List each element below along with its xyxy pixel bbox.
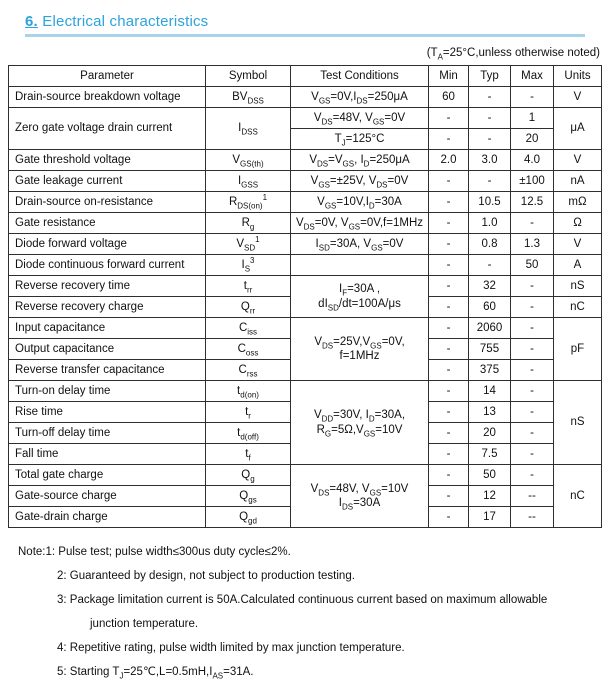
max-cell: - bbox=[511, 423, 554, 444]
max-cell: 12.5 bbox=[511, 192, 554, 213]
note-line: 5: Starting $T_J=25℃,L=0.5mH,I_{AS}=31A$. bbox=[57, 666, 254, 681]
symbol-cell: $t_{d(on)}$ bbox=[206, 381, 291, 402]
typ-cell: 1.0 bbox=[469, 213, 511, 234]
header-cell: Max bbox=[511, 66, 554, 87]
typ-cell: - bbox=[469, 171, 511, 192]
param-cell: Diode continuous forward current bbox=[9, 255, 206, 276]
typ-cell: 32 bbox=[469, 276, 511, 297]
symbol-cell: $I_S^3$ bbox=[206, 255, 291, 276]
cond-cell: $V_{GS}=0V,I_{DS}=250\mu A$ bbox=[291, 87, 429, 108]
symbol-cell: $V_{GS(th)}$ bbox=[206, 150, 291, 171]
units-cell: V bbox=[554, 87, 602, 108]
header-cell: Parameter bbox=[9, 66, 206, 87]
symbol-cell: $C_{rss}$ bbox=[206, 360, 291, 381]
cond-cell: $V_{DS}=V_{GS}$, $I_D=250\mu A$ bbox=[291, 150, 429, 171]
units-cell: pF bbox=[554, 318, 602, 381]
typ-cell: - bbox=[469, 108, 511, 129]
cond-cell: $V_{GS}=10V,I_D=30A$ bbox=[291, 192, 429, 213]
max-cell: - bbox=[511, 297, 554, 318]
typ-cell: 755 bbox=[469, 339, 511, 360]
table-row bbox=[9, 465, 602, 486]
header-cell: Test Conditions bbox=[291, 66, 429, 87]
table-row bbox=[9, 213, 602, 234]
table-row bbox=[9, 276, 602, 297]
symbol-cell: $Q_g$ bbox=[206, 465, 291, 486]
symbol-cell: $V_{SD}^1$ bbox=[206, 234, 291, 255]
param-cell: Diode forward voltage bbox=[9, 234, 206, 255]
max-cell: 1 bbox=[511, 108, 554, 129]
table-row bbox=[9, 318, 602, 339]
min-cell: - bbox=[429, 171, 469, 192]
cond-cell: $V_{GS}=\pm 25V$, $V_{DS}=0V$ bbox=[291, 171, 429, 192]
symbol-cell: $t_{rr}$ bbox=[206, 276, 291, 297]
min-cell: - bbox=[429, 192, 469, 213]
max-cell: - bbox=[511, 318, 554, 339]
typ-cell: - bbox=[469, 255, 511, 276]
param-cell: Turn-off delay time bbox=[9, 423, 206, 444]
param-cell: Fall time bbox=[9, 444, 206, 465]
param-cell: Gate-drain charge bbox=[9, 507, 206, 528]
min-cell: 2.0 bbox=[429, 150, 469, 171]
max-cell: - bbox=[511, 339, 554, 360]
note-line: Note:1: Pulse test; pulse width≤300us duty cycle≤2%. bbox=[18, 546, 291, 558]
symbol-cell: $C_{iss}$ bbox=[206, 318, 291, 339]
table-row bbox=[9, 255, 602, 276]
table-row bbox=[9, 87, 602, 108]
units-cell: μA bbox=[554, 108, 602, 150]
max-cell: ±100 bbox=[511, 171, 554, 192]
min-cell: - bbox=[429, 213, 469, 234]
param-cell: Drain-source on-resistance bbox=[9, 192, 206, 213]
symbol-cell: $t_{d(off)}$ bbox=[206, 423, 291, 444]
min-cell: - bbox=[429, 507, 469, 528]
header-cell: Min bbox=[429, 66, 469, 87]
param-cell: Reverse recovery charge bbox=[9, 297, 206, 318]
symbol-cell: $BV_{DSS}$ bbox=[206, 87, 291, 108]
cond-cell: $T_J=125^\circ C$ bbox=[291, 129, 429, 150]
typ-cell: 20 bbox=[469, 423, 511, 444]
symbol-cell: $R_{DS(on)}^1$ bbox=[206, 192, 291, 213]
param-cell: Gate leakage current bbox=[9, 171, 206, 192]
min-cell: - bbox=[429, 234, 469, 255]
units-cell: nA bbox=[554, 171, 602, 192]
typ-cell: 375 bbox=[469, 360, 511, 381]
typ-cell: 2060 bbox=[469, 318, 511, 339]
typ-cell: 17 bbox=[469, 507, 511, 528]
typ-cell: 12 bbox=[469, 486, 511, 507]
cond-cell: $V_{DS}=48V$, $V_{GS}=0V$ bbox=[291, 108, 429, 129]
electrical-characteristics-table bbox=[8, 65, 602, 528]
typ-cell: 60 bbox=[469, 297, 511, 318]
param-cell: Reverse transfer capacitance bbox=[9, 360, 206, 381]
symbol-cell: $Q_{gs}$ bbox=[206, 486, 291, 507]
units-cell: nC bbox=[554, 465, 602, 528]
min-cell: - bbox=[429, 108, 469, 129]
typ-cell: - bbox=[469, 129, 511, 150]
max-cell: - bbox=[511, 87, 554, 108]
typ-cell: 0.8 bbox=[469, 234, 511, 255]
table-header-row bbox=[9, 66, 602, 87]
cond-cell: $V_{DS}=0V$, $V_{GS}=0V,f=1MHz$ bbox=[291, 213, 429, 234]
cond-cell: $I_F=30A$ , $dI_{SD}/dt=100A/\mu s$ bbox=[291, 276, 429, 318]
symbol-cell: $Q_{rr}$ bbox=[206, 297, 291, 318]
min-cell: - bbox=[429, 465, 469, 486]
typ-cell: 10.5 bbox=[469, 192, 511, 213]
cond-cell bbox=[291, 255, 429, 276]
typ-cell: 14 bbox=[469, 381, 511, 402]
note-line: 4: Repetitive rating, pulse width limited by max junction temperature. bbox=[57, 642, 405, 654]
min-cell: - bbox=[429, 339, 469, 360]
header-cell: Symbol bbox=[206, 66, 291, 87]
notes-section bbox=[0, 540, 606, 684]
cond-cell: $V_{DD}=30V$, $I_D=30A$, $R_G=5\Omega,V_{GS}=10V$ bbox=[291, 381, 429, 465]
min-cell: - bbox=[429, 318, 469, 339]
typ-cell: 13 bbox=[469, 402, 511, 423]
symbol-cell: $I_{GSS}$ bbox=[206, 171, 291, 192]
max-cell: - bbox=[511, 213, 554, 234]
min-cell: 60 bbox=[429, 87, 469, 108]
section-heading bbox=[25, 13, 585, 37]
units-cell: V bbox=[554, 234, 602, 255]
table-body bbox=[9, 87, 602, 528]
param-cell: Turn-on delay time bbox=[9, 381, 206, 402]
param-cell: Rise time bbox=[9, 402, 206, 423]
symbol-cell: $C_{oss}$ bbox=[206, 339, 291, 360]
symbol-cell: $Q_{gd}$ bbox=[206, 507, 291, 528]
param-cell: Gate resistance bbox=[9, 213, 206, 234]
param-cell: Output capacitance bbox=[9, 339, 206, 360]
max-cell: 50 bbox=[511, 255, 554, 276]
units-cell: A bbox=[554, 255, 602, 276]
cond-cell: $I_{SD}=30A$, $V_{GS}=0V$ bbox=[291, 234, 429, 255]
param-cell: Input capacitance bbox=[9, 318, 206, 339]
note-line: 3: Package limitation current is 50A.Calculated continuous current based on maximum allowable bbox=[57, 594, 548, 606]
table-row bbox=[9, 171, 602, 192]
param-cell: Gate-source charge bbox=[9, 486, 206, 507]
typ-cell: 3.0 bbox=[469, 150, 511, 171]
condition-note: ($T_A=25^\circ C,unless$ otherwise noted) bbox=[426, 47, 600, 62]
min-cell: - bbox=[429, 381, 469, 402]
page-title: Electrical characteristics bbox=[42, 13, 209, 30]
symbol-cell: $I_{DSS}$ bbox=[206, 108, 291, 150]
param-cell: Reverse recovery time bbox=[9, 276, 206, 297]
param-cell: Drain-source breakdown voltage bbox=[9, 87, 206, 108]
units-cell: V bbox=[554, 150, 602, 171]
min-cell: - bbox=[429, 444, 469, 465]
note-line: junction temperature. bbox=[90, 618, 199, 630]
max-cell: 4.0 bbox=[511, 150, 554, 171]
min-cell: - bbox=[429, 423, 469, 444]
min-cell: - bbox=[429, 486, 469, 507]
table-row bbox=[9, 192, 602, 213]
typ-cell: 7.5 bbox=[469, 444, 511, 465]
max-cell: -- bbox=[511, 507, 554, 528]
max-cell: - bbox=[511, 276, 554, 297]
symbol-cell: $t_r$ bbox=[206, 402, 291, 423]
symbol-cell: $t_f$ bbox=[206, 444, 291, 465]
min-cell: - bbox=[429, 255, 469, 276]
cond-cell: $V_{DS}=48V$, $V_{GS}=10V$ $I_{DS}=30A$ bbox=[291, 465, 429, 528]
max-cell: - bbox=[511, 465, 554, 486]
note-line: 2: Guaranteed by design, not subject to production testing. bbox=[57, 570, 355, 582]
min-cell: - bbox=[429, 276, 469, 297]
max-cell: - bbox=[511, 402, 554, 423]
units-cell: nS bbox=[554, 381, 602, 465]
units-cell: Ω bbox=[554, 213, 602, 234]
units-cell: mΩ bbox=[554, 192, 602, 213]
header-cell: Typ bbox=[469, 66, 511, 87]
min-cell: - bbox=[429, 129, 469, 150]
min-cell: - bbox=[429, 402, 469, 423]
max-cell: 1.3 bbox=[511, 234, 554, 255]
table-row bbox=[9, 150, 602, 171]
max-cell: - bbox=[511, 444, 554, 465]
param-cell: Gate threshold voltage bbox=[9, 150, 206, 171]
section-number: 6. bbox=[25, 13, 38, 30]
symbol-cell: $R_g$ bbox=[206, 213, 291, 234]
param-cell: Zero gate voltage drain current bbox=[9, 108, 206, 150]
max-cell: - bbox=[511, 360, 554, 381]
typ-cell: 50 bbox=[469, 465, 511, 486]
max-cell: 20 bbox=[511, 129, 554, 150]
max-cell: -- bbox=[511, 486, 554, 507]
table-row bbox=[9, 234, 602, 255]
units-cell: nS bbox=[554, 276, 602, 297]
table-head bbox=[9, 66, 602, 87]
table-row bbox=[9, 381, 602, 402]
param-cell: Total gate charge bbox=[9, 465, 206, 486]
header-cell: Units bbox=[554, 66, 602, 87]
min-cell: - bbox=[429, 360, 469, 381]
typ-cell: - bbox=[469, 87, 511, 108]
units-cell: nC bbox=[554, 297, 602, 318]
table-row bbox=[9, 108, 602, 129]
max-cell: - bbox=[511, 381, 554, 402]
min-cell: - bbox=[429, 297, 469, 318]
cond-cell: $V_{DS}=25V,V_{GS}=0V$, f=1MHz bbox=[291, 318, 429, 381]
